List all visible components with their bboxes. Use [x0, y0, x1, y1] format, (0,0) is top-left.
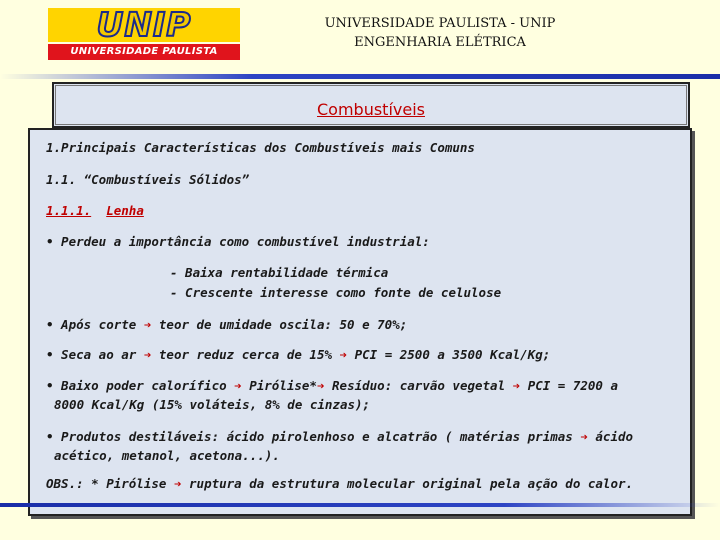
- heading-3-label: Lenha: [106, 203, 144, 218]
- bullet-3-text-a: • Seca ao ar: [46, 347, 137, 362]
- slide-title: Combustíveis: [317, 99, 425, 119]
- sub-item-1: - Baixa rentabilidade térmica: [170, 265, 389, 280]
- bullet-1: • Perdeu a importância como combustível industrial:: [46, 234, 430, 249]
- bullet-3-text-c: PCI = 2500 a 3500 Kcal/Kg;: [354, 347, 551, 362]
- bullet-4-line-2: 8000 Kcal/Kg (15% voláteis, 8% de cinzas);: [54, 397, 371, 412]
- right-arrow-icon: ➔: [316, 378, 325, 393]
- obs-text-b: ruptura da estrutura molecular original pela ação do calor.: [189, 476, 634, 491]
- bullet-3: [46, 347, 550, 362]
- unip-logo: [48, 5, 240, 58]
- header: [280, 14, 600, 52]
- header-university: UNIVERSIDADE PAULISTA - UNIP: [324, 16, 556, 31]
- sub-item-2: - Crescente interesse como fonte de celulose: [170, 285, 502, 300]
- bullet-4-text-c: Resíduo: carvão vegetal: [332, 378, 506, 393]
- right-arrow-icon: ➔: [580, 429, 588, 444]
- obs-text-a: OBS.: * Pirólise: [46, 476, 167, 491]
- bullet-4: [46, 378, 678, 393]
- bullet-5-line-2: acético, metanol, acetona...).: [54, 448, 280, 463]
- bottom-divider: [0, 503, 720, 507]
- bullet-2-text-a: • Após corte: [46, 317, 137, 332]
- logo-yellow-band: [48, 5, 240, 44]
- heading-3-number: 1.1.1.: [46, 203, 92, 218]
- right-arrow-icon: ➔: [173, 476, 182, 491]
- bullet-2-text-b: teor de umidade oscila: 50 e 70%;: [158, 317, 408, 332]
- bullet-4-text-a: • Baixo poder calorífico: [46, 378, 227, 393]
- content-box: [28, 128, 692, 516]
- right-arrow-icon: ➔: [143, 347, 152, 362]
- bullet-3-text-b: teor reduz cerca de 15%: [158, 347, 332, 362]
- heading-3: [46, 203, 144, 218]
- bullet-4-text-d: PCI = 7200 a: [527, 378, 619, 393]
- bullet-5-text-a: • Produtos destiláveis: ácido pirolenhoso e alcatrão ( matérias primas: [46, 429, 573, 444]
- bullet-2: [46, 317, 407, 332]
- header-course: ENGENHARIA ELÉTRICA: [354, 35, 526, 50]
- title-box: [52, 82, 690, 128]
- bullet-5: [46, 429, 633, 444]
- right-arrow-icon: ➔: [143, 317, 152, 332]
- heading-1: 1.Principais Características dos Combustíveis mais Comuns: [46, 140, 475, 155]
- right-arrow-icon: ➔: [512, 378, 521, 393]
- heading-2: 1.1. “Combustíveis Sólidos”: [46, 172, 250, 187]
- bullet-4-text-b: Pirólise*: [249, 378, 317, 393]
- obs-note: [46, 476, 633, 491]
- right-arrow-icon: ➔: [339, 347, 348, 362]
- logo-subtitle: UNIVERSIDADE PAULISTA: [48, 44, 240, 60]
- right-arrow-icon: ➔: [234, 378, 242, 393]
- top-divider: [0, 74, 720, 79]
- bullet-5-text-b: ácido: [595, 429, 634, 444]
- logo-word: UNIP: [96, 5, 192, 44]
